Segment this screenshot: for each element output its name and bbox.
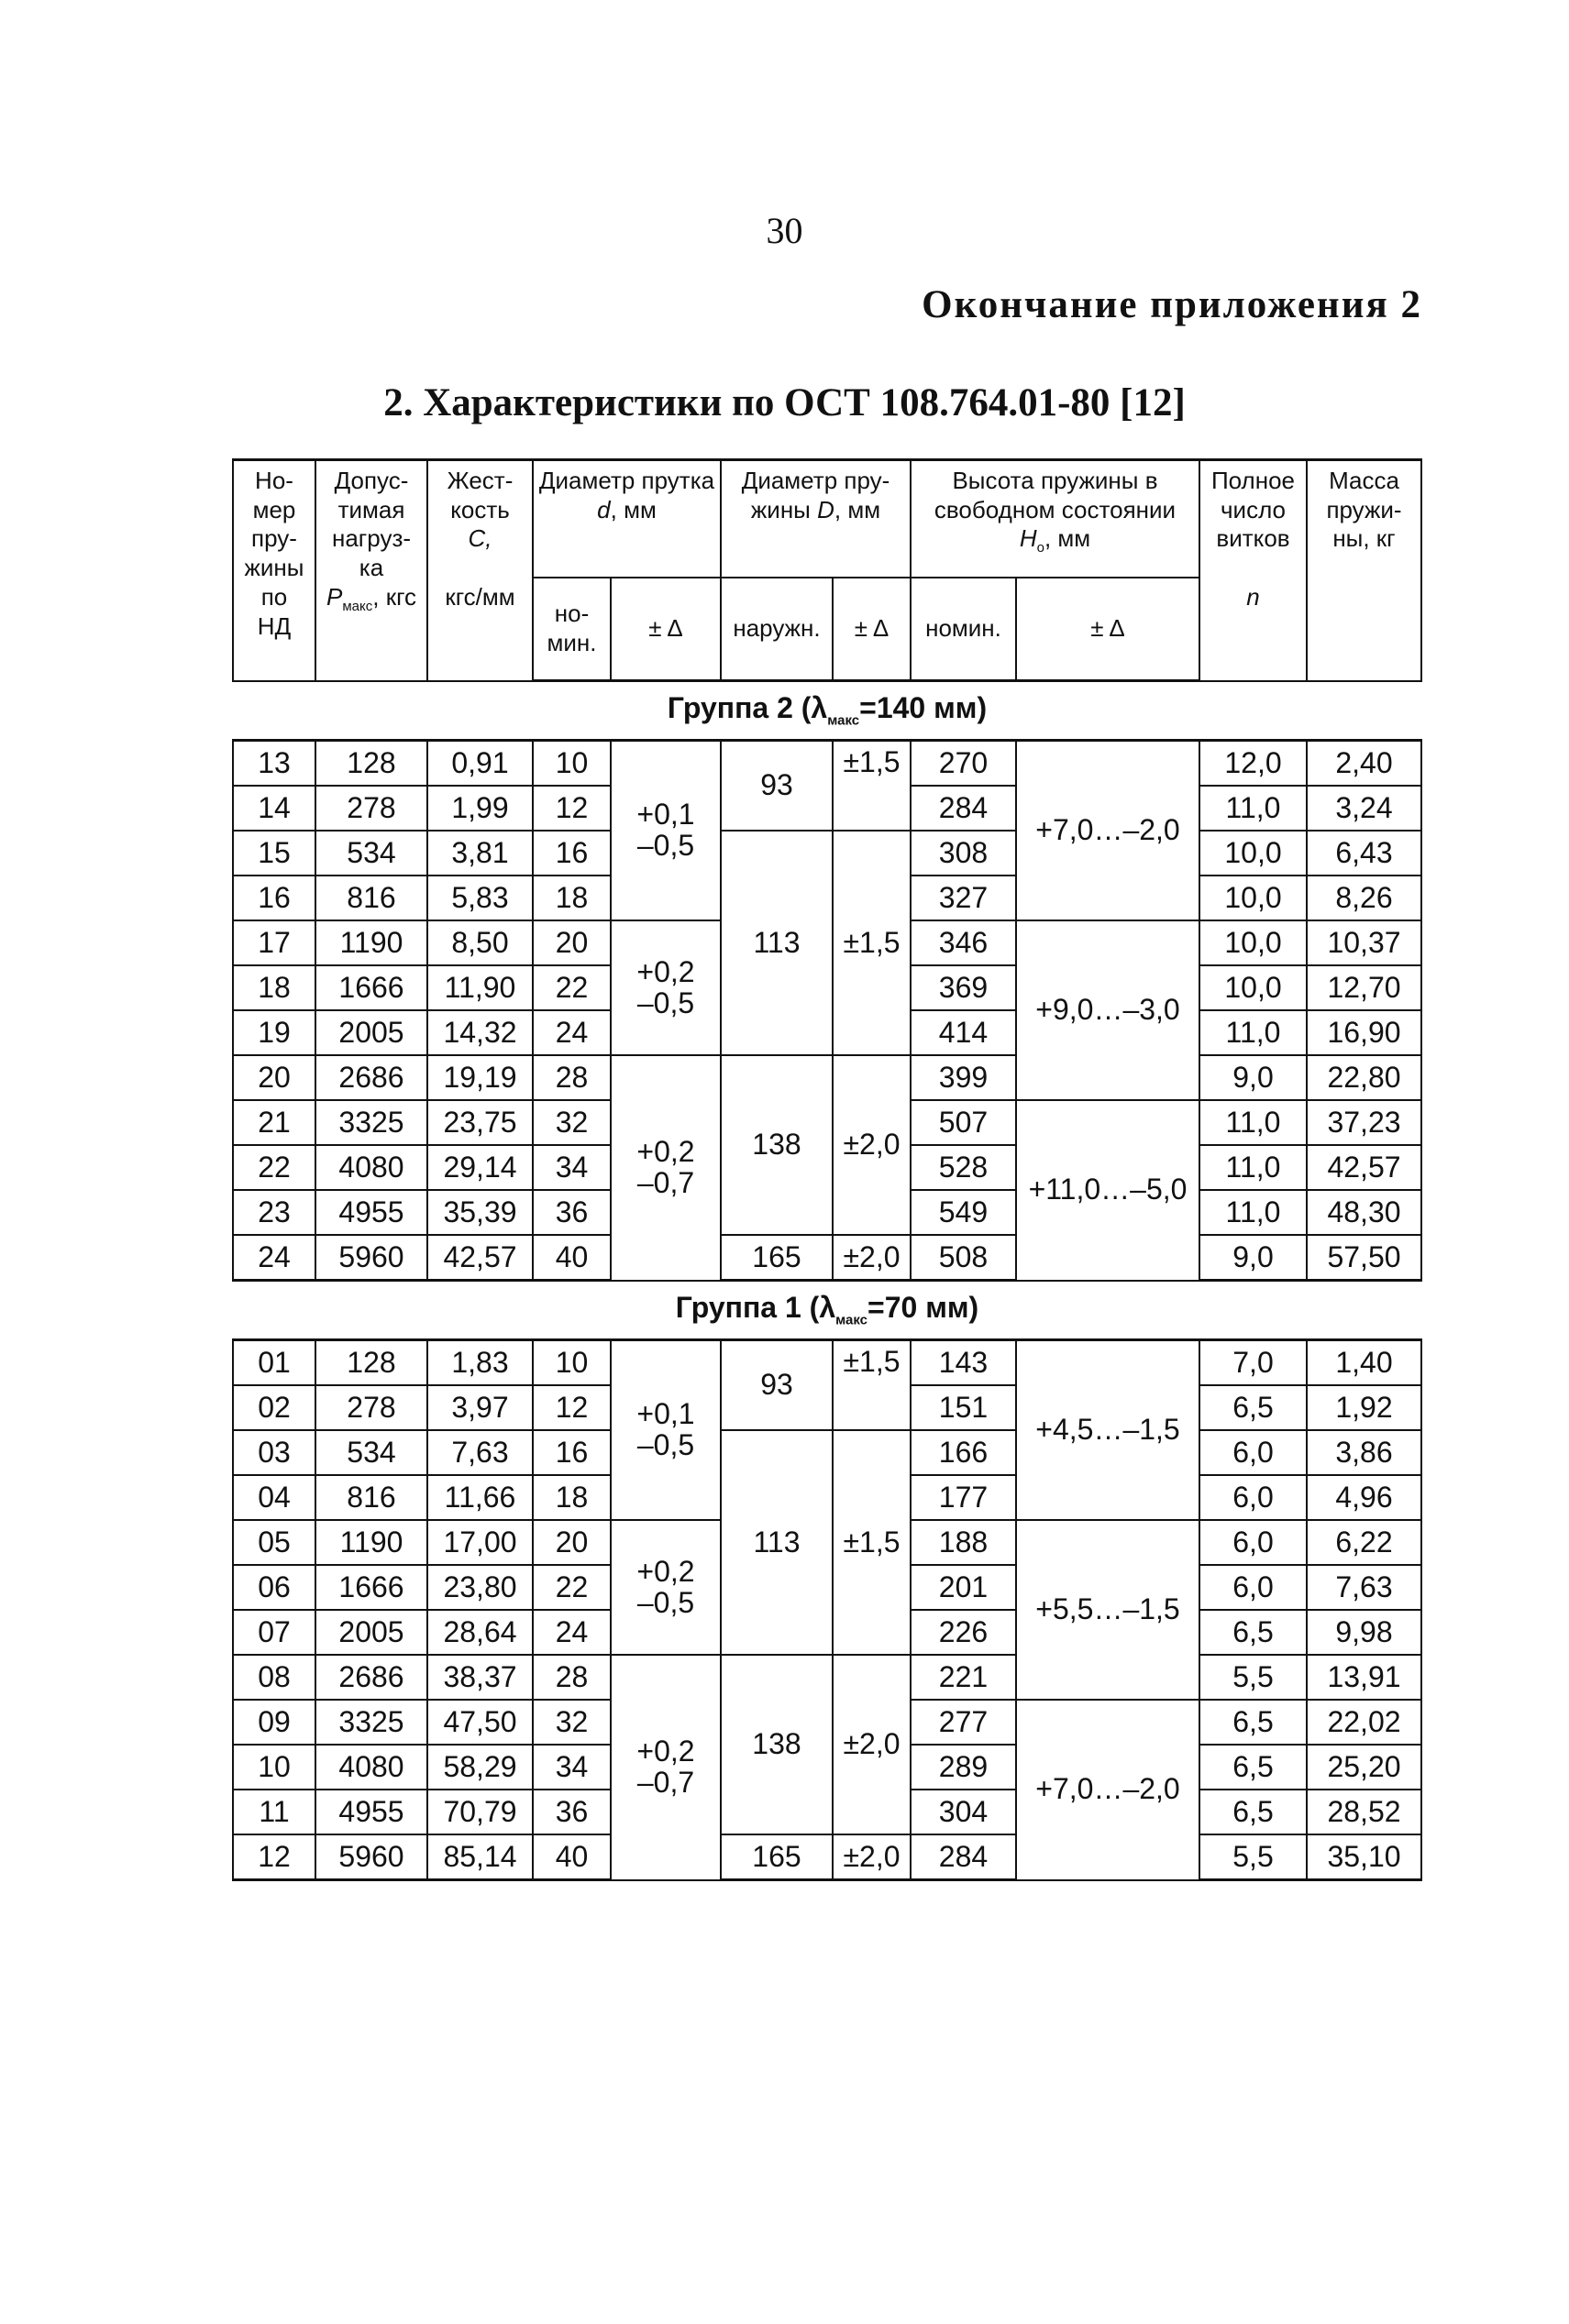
mass-cell: 6,22: [1307, 1520, 1421, 1565]
load-cell: 4080: [315, 1145, 427, 1190]
rod-tolerance-cell: +0,2 –0,5: [611, 1520, 721, 1655]
table-row: [233, 1055, 1421, 1100]
turns-cell: 11,0: [1199, 1190, 1307, 1235]
height-tolerance-cell: +5,5…–1,5: [1016, 1520, 1199, 1700]
rod-diameter-cell: 32: [533, 1700, 611, 1745]
spring-number-cell: 02: [233, 1385, 315, 1430]
load-cell: 2005: [315, 1010, 427, 1055]
spring-number-cell: 09: [233, 1700, 315, 1745]
spring-number-cell: 14: [233, 786, 315, 831]
load-cell: 278: [315, 1385, 427, 1430]
turns-cell: 5,5: [1199, 1834, 1307, 1880]
spring-tolerance-cell: ±1,5: [833, 741, 911, 832]
spring-number-cell: 12: [233, 1834, 315, 1880]
col-mass-header: Масса пружи- ны, кг: [1307, 460, 1421, 681]
stiffness-cell: 17,00: [427, 1520, 533, 1565]
turns-cell: 7,0: [1199, 1340, 1307, 1386]
stiffness-cell: 85,14: [427, 1834, 533, 1880]
stiffness-cell: 3,97: [427, 1385, 533, 1430]
mass-cell: 48,30: [1307, 1190, 1421, 1235]
spring-number-cell: 19: [233, 1010, 315, 1055]
turns-cell: 10,0: [1199, 831, 1307, 876]
spring-tolerance-cell: ±1,5: [833, 1340, 911, 1431]
rod-diameter-cell: 20: [533, 920, 611, 965]
mass-cell: 9,98: [1307, 1610, 1421, 1655]
load-cell: 1190: [315, 920, 427, 965]
stiffness-cell: 29,14: [427, 1145, 533, 1190]
free-height-cell: 188: [911, 1520, 1016, 1565]
stiffness-cell: 19,19: [427, 1055, 533, 1100]
turns-cell: 6,0: [1199, 1520, 1307, 1565]
load-cell: 4080: [315, 1745, 427, 1790]
spring-tolerance-cell: ±2,0: [833, 1235, 911, 1281]
free-height-cell: 508: [911, 1235, 1016, 1281]
free-height-cell: 284: [911, 1834, 1016, 1880]
load-cell: 534: [315, 831, 427, 876]
stiffness-cell: 42,57: [427, 1235, 533, 1281]
mass-cell: 3,86: [1307, 1430, 1421, 1475]
col-turns-header: Полное число витков n: [1199, 460, 1307, 681]
group-heading: Группа 1 ($\lambda_{макс}=70$ мм): [233, 1281, 1421, 1340]
free-height-cell: 201: [911, 1565, 1016, 1610]
spring-number-cell: 22: [233, 1145, 315, 1190]
rod-diameter-cell: 22: [533, 965, 611, 1010]
col-load-header: Допус- тимая нагруз- ка $P_{макс}$, кгс: [315, 460, 427, 681]
turns-cell: 10,0: [1199, 920, 1307, 965]
spring-diameter-cell: 165: [721, 1235, 833, 1281]
table-row: [233, 741, 1421, 787]
height-tolerance-cell: +4,5…–1,5: [1016, 1340, 1199, 1521]
load-cell: 1666: [315, 965, 427, 1010]
spring-number-cell: 17: [233, 920, 315, 965]
rod-diameter-cell: 40: [533, 1834, 611, 1880]
mass-cell: 16,90: [1307, 1010, 1421, 1055]
mass-cell: 1,92: [1307, 1385, 1421, 1430]
col-stiffness-header: Жест- кость C, кгс/мм: [427, 460, 533, 681]
turns-cell: 6,5: [1199, 1385, 1307, 1430]
mass-cell: 7,63: [1307, 1565, 1421, 1610]
stiffness-cell: 58,29: [427, 1745, 533, 1790]
mass-cell: 10,37: [1307, 920, 1421, 965]
spring-diameter-cell: 113: [721, 831, 833, 1055]
free-height-cell: 277: [911, 1700, 1016, 1745]
turns-cell: 6,5: [1199, 1610, 1307, 1655]
rod-diameter-cell: 22: [533, 1565, 611, 1610]
free-height-cell: 399: [911, 1055, 1016, 1100]
free-height-cell: 177: [911, 1475, 1016, 1520]
stiffness-cell: 3,81: [427, 831, 533, 876]
spring-number-cell: 20: [233, 1055, 315, 1100]
spring-tolerance-cell: ±1,5: [833, 1430, 911, 1655]
table-row: [233, 831, 1421, 876]
free-height-cell: 270: [911, 741, 1016, 787]
spring-diameter-cell: 138: [721, 1655, 833, 1834]
free-height-cell: 284: [911, 786, 1016, 831]
spring-tolerance-cell: ±2,0: [833, 1055, 911, 1235]
spring-number-cell: 11: [233, 1790, 315, 1834]
turns-cell: 6,5: [1199, 1700, 1307, 1745]
rod-tolerance-cell: +0,1 –0,5: [611, 741, 721, 921]
mass-cell: 6,43: [1307, 831, 1421, 876]
mass-cell: 22,02: [1307, 1700, 1421, 1745]
table-row: [233, 1340, 1421, 1386]
rod-diameter-cell: 28: [533, 1655, 611, 1700]
rod-diameter-cell: 10: [533, 741, 611, 787]
stiffness-cell: 11,66: [427, 1475, 533, 1520]
free-height-cell: 226: [911, 1610, 1016, 1655]
free-height-cell: 166: [911, 1430, 1016, 1475]
spring-outer-header: наружн.: [721, 578, 833, 681]
turns-cell: 6,0: [1199, 1565, 1307, 1610]
stiffness-cell: 14,32: [427, 1010, 533, 1055]
spring-number-cell: 13: [233, 741, 315, 787]
mass-cell: 22,80: [1307, 1055, 1421, 1100]
rod-diameter-cell: 36: [533, 1190, 611, 1235]
rod-nominal-header: но- мин.: [533, 578, 611, 681]
spring-tolerance-header: ± Δ: [833, 578, 911, 681]
rod-diameter-cell: 24: [533, 1010, 611, 1055]
spring-diameter-cell: 93: [721, 1340, 833, 1431]
spring-number-cell: 16: [233, 876, 315, 920]
turns-cell: 9,0: [1199, 1055, 1307, 1100]
rod-diameter-cell: 18: [533, 876, 611, 920]
load-cell: 4955: [315, 1790, 427, 1834]
spring-tolerance-cell: ±2,0: [833, 1834, 911, 1880]
rod-diameter-cell: 28: [533, 1055, 611, 1100]
group-heading-row: [233, 681, 1421, 741]
turns-cell: 11,0: [1199, 1145, 1307, 1190]
rod-tolerance-header: ± Δ: [611, 578, 721, 681]
load-cell: 1190: [315, 1520, 427, 1565]
free-height-cell: 346: [911, 920, 1016, 965]
mass-cell: 42,57: [1307, 1145, 1421, 1190]
stiffness-cell: 23,75: [427, 1100, 533, 1145]
stiffness-cell: 1,99: [427, 786, 533, 831]
group-2-body: [233, 681, 1421, 1281]
height-tolerance-header: ± Δ: [1016, 578, 1199, 681]
spring-characteristics-table: [232, 458, 1422, 1881]
table-row: [233, 1235, 1421, 1281]
spring-tolerance-cell: ±1,5: [833, 831, 911, 1055]
mass-cell: 25,20: [1307, 1745, 1421, 1790]
turns-cell: 6,0: [1199, 1475, 1307, 1520]
col-spring-diameter-header: Диаметр пру-жины D, мм: [721, 460, 911, 578]
page-number: 30: [766, 210, 803, 251]
height-tolerance-cell: +7,0…–2,0: [1016, 741, 1199, 921]
rod-tolerance-cell: +0,2 –0,7: [611, 1055, 721, 1281]
spring-number-cell: 04: [233, 1475, 315, 1520]
turns-cell: 10,0: [1199, 876, 1307, 920]
free-height-cell: 289: [911, 1745, 1016, 1790]
rod-diameter-cell: 20: [533, 1520, 611, 1565]
table-row: [233, 1655, 1421, 1700]
height-tolerance-cell: +9,0…–3,0: [1016, 920, 1199, 1100]
stiffness-cell: 28,64: [427, 1610, 533, 1655]
spring-number-cell: 24: [233, 1235, 315, 1281]
rod-diameter-cell: 18: [533, 1475, 611, 1520]
table-row: [233, 1834, 1421, 1880]
height-nominal-header: номин.: [911, 578, 1016, 681]
stiffness-cell: 35,39: [427, 1190, 533, 1235]
header-row-1: [233, 460, 1421, 578]
col-free-height-header: Высота пружины в свободном состоянии $H_о$, мм: [911, 460, 1199, 578]
load-cell: 1666: [315, 1565, 427, 1610]
mass-cell: 4,96: [1307, 1475, 1421, 1520]
free-height-cell: 143: [911, 1340, 1016, 1386]
spring-diameter-cell: 93: [721, 741, 833, 832]
load-cell: 816: [315, 876, 427, 920]
turns-cell: 6,0: [1199, 1430, 1307, 1475]
mass-cell: 2,40: [1307, 741, 1421, 787]
load-cell: 534: [315, 1430, 427, 1475]
load-cell: 4955: [315, 1190, 427, 1235]
rod-diameter-cell: 34: [533, 1745, 611, 1790]
load-cell: 3325: [315, 1100, 427, 1145]
spring-number-cell: 10: [233, 1745, 315, 1790]
turns-cell: 11,0: [1199, 786, 1307, 831]
stiffness-cell: 47,50: [427, 1700, 533, 1745]
group-1-body: [233, 1281, 1421, 1880]
free-height-cell: 304: [911, 1790, 1016, 1834]
free-height-cell: 528: [911, 1145, 1016, 1190]
free-height-cell: 549: [911, 1190, 1016, 1235]
rod-diameter-cell: 32: [533, 1100, 611, 1145]
height-tolerance-cell: +11,0…–5,0: [1016, 1100, 1199, 1281]
free-height-cell: 151: [911, 1385, 1016, 1430]
spring-number-cell: 08: [233, 1655, 315, 1700]
mass-cell: 3,24: [1307, 786, 1421, 831]
spring-number-cell: 05: [233, 1520, 315, 1565]
turns-cell: 6,5: [1199, 1745, 1307, 1790]
load-cell: 128: [315, 741, 427, 787]
height-tolerance-cell: +7,0…–2,0: [1016, 1700, 1199, 1880]
group-heading: Группа 2 ($\lambda_{макс}=140$ мм): [233, 681, 1421, 741]
load-cell: 5960: [315, 1834, 427, 1880]
mass-cell: 1,40: [1307, 1340, 1421, 1386]
rod-diameter-cell: 10: [533, 1340, 611, 1386]
mass-cell: 13,91: [1307, 1655, 1421, 1700]
stiffness-cell: 38,37: [427, 1655, 533, 1700]
table-title: 2. Характеристики по ОСТ 108.764.01-80 [12]: [383, 381, 1186, 424]
mass-cell: 12,70: [1307, 965, 1421, 1010]
group-heading-row: [233, 1281, 1421, 1340]
stiffness-cell: 0,91: [427, 741, 533, 787]
spring-number-cell: 03: [233, 1430, 315, 1475]
table-row: [233, 1430, 1421, 1475]
mass-cell: 35,10: [1307, 1834, 1421, 1880]
col-rod-diameter-header: Диаметр прутка d, мм: [533, 460, 721, 578]
turns-cell: 12,0: [1199, 741, 1307, 787]
free-height-cell: 414: [911, 1010, 1016, 1055]
stiffness-cell: 11,90: [427, 965, 533, 1010]
spring-number-cell: 23: [233, 1190, 315, 1235]
load-cell: 128: [315, 1340, 427, 1386]
stiffness-cell: 5,83: [427, 876, 533, 920]
free-height-cell: 369: [911, 965, 1016, 1010]
mass-cell: 37,23: [1307, 1100, 1421, 1145]
spring-number-cell: 21: [233, 1100, 315, 1145]
load-cell: 5960: [315, 1235, 427, 1281]
spring-diameter-cell: 165: [721, 1834, 833, 1880]
appendix-end-heading: Окончание приложения 2: [922, 283, 1422, 326]
spring-number-cell: 15: [233, 831, 315, 876]
stiffness-cell: 1,83: [427, 1340, 533, 1386]
spring-diameter-cell: 138: [721, 1055, 833, 1235]
rod-diameter-cell: 40: [533, 1235, 611, 1281]
rod-tolerance-cell: +0,2 –0,5: [611, 920, 721, 1055]
free-height-cell: 221: [911, 1655, 1016, 1700]
mass-cell: 8,26: [1307, 876, 1421, 920]
rod-diameter-cell: 36: [533, 1790, 611, 1834]
load-cell: 816: [315, 1475, 427, 1520]
spring-tolerance-cell: ±2,0: [833, 1655, 911, 1834]
turns-cell: 11,0: [1199, 1010, 1307, 1055]
stiffness-cell: 70,79: [427, 1790, 533, 1834]
turns-cell: 10,0: [1199, 965, 1307, 1010]
rod-diameter-cell: 16: [533, 1430, 611, 1475]
spring-number-cell: 07: [233, 1610, 315, 1655]
stiffness-cell: 8,50: [427, 920, 533, 965]
rod-tolerance-cell: +0,1 –0,5: [611, 1340, 721, 1521]
rod-diameter-cell: 16: [533, 831, 611, 876]
rod-diameter-cell: 34: [533, 1145, 611, 1190]
col-spring-number-header: Но- мер пру- жины по НД: [233, 460, 315, 681]
load-cell: 3325: [315, 1700, 427, 1745]
load-cell: 278: [315, 786, 427, 831]
free-height-cell: 507: [911, 1100, 1016, 1145]
rod-tolerance-cell: +0,2 –0,7: [611, 1655, 721, 1880]
turns-cell: 9,0: [1199, 1235, 1307, 1281]
turns-cell: 5,5: [1199, 1655, 1307, 1700]
rod-diameter-cell: 12: [533, 1385, 611, 1430]
spring-number-cell: 01: [233, 1340, 315, 1386]
load-cell: 2005: [315, 1610, 427, 1655]
stiffness-cell: 7,63: [427, 1430, 533, 1475]
free-height-cell: 327: [911, 876, 1016, 920]
turns-cell: 6,5: [1199, 1790, 1307, 1834]
rod-diameter-cell: 24: [533, 1610, 611, 1655]
mass-cell: 57,50: [1307, 1235, 1421, 1281]
turns-cell: 11,0: [1199, 1100, 1307, 1145]
stiffness-cell: 23,80: [427, 1565, 533, 1610]
spring-diameter-cell: 113: [721, 1430, 833, 1655]
spring-number-cell: 18: [233, 965, 315, 1010]
load-cell: 2686: [315, 1655, 427, 1700]
spring-number-cell: 06: [233, 1565, 315, 1610]
mass-cell: 28,52: [1307, 1790, 1421, 1834]
rod-diameter-cell: 12: [533, 786, 611, 831]
free-height-cell: 308: [911, 831, 1016, 876]
load-cell: 2686: [315, 1055, 427, 1100]
